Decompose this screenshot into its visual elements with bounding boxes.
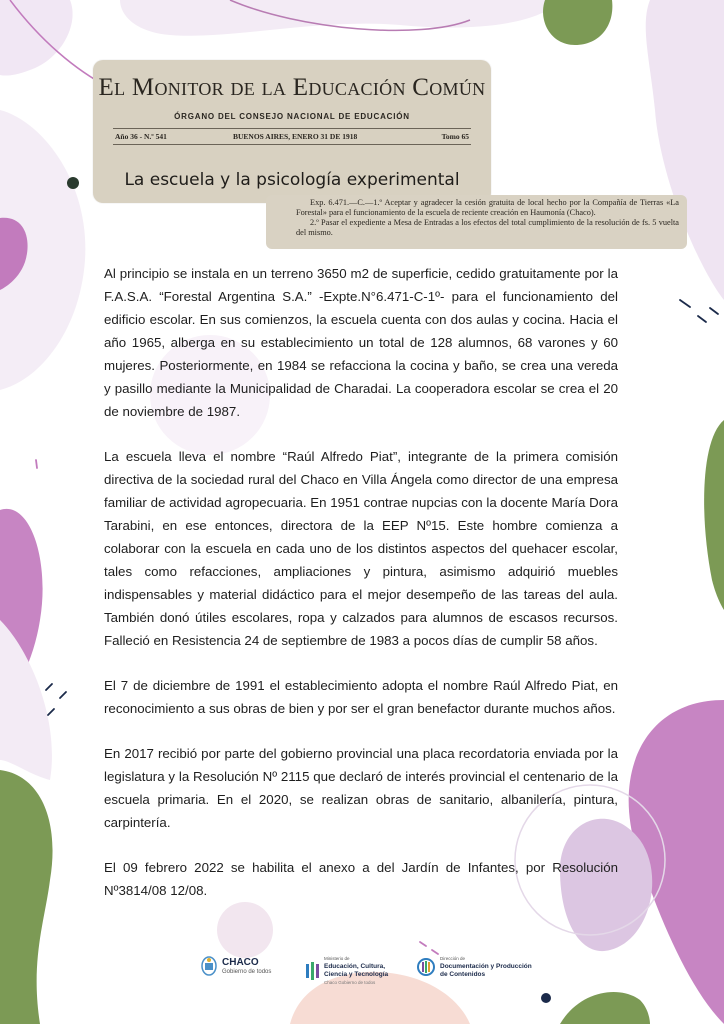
divider — [113, 128, 471, 129]
paragraph-annex: El 09 febrero 2022 se habilita el anexo a del Jardín de Infantes, por Resolución Nº3814/08 12/08. — [104, 860, 618, 898]
excerpt-paragraph: 2.º Pasar el expediente a Mesa de Entradas a los efectos del total cumplimiento de la resolución de fs. 5 vuelta del mismo. — [296, 218, 679, 237]
excerpt-paragraph: Exp. 6.471.—C.—1.º Aceptar y agradecer la cesión gratuita de local hecho por la Compañía de Tierras «La Forestal» para el funcionamiento de la escuela de reciente creación en Haumonía (Chaco). — [296, 198, 679, 217]
paragraph-origins: Al principio se instala en un terreno 3650 m2 de superficie, cedido gratuitamente por la F.A.S.A. “Forestal Argentina S.A.” -Expte.N°6.471-C-1º- para el funcionamiento del edificio escolar. En sus comienzos, la escuela cuenta con dos aulas y cocina. Hacia el año 1965, alberga en su establecimiento un total de 128 alumnos, 68 varones y 60 mujeres. Posteriormente, en 1984 se refacciona la cocina y baño, se crea una vereda y pasillo mediante la Municipalidad de Charadai. La cooperadora escolar se crea el 20 de noviembre de 1987. — [104, 266, 618, 419]
ministry-line: Educación, Cultura, — [324, 963, 386, 970]
chaco-shield-icon — [200, 955, 218, 977]
newspaper-subtitle: ÓRGANO DEL CONSEJO NACIONAL DE EDUCACIÓN — [174, 112, 410, 121]
paragraph-recognition: En 2017 recibió por parte del gobierno provincial una placa recordatoria enviada por la legislatura y la Resolución Nº 2115 que declaró de interés provincial el centenario de la escuela primaria. En el 2020, se realizan obras de sanitario, albanilería, pintura, carpintería. — [104, 746, 618, 830]
newspaper-title: El Monitor de la Educación Común — [98, 74, 486, 101]
navy-dot-left — [67, 177, 79, 189]
paragraph-naming: El 7 de diciembre de 1991 el establecimiento adopta el nombre Raúl Alfredo Piat, en reconocimiento a sus obras de bien y por ser el gran benefactor durante muchos años. — [104, 678, 618, 716]
direccion-line: Dirección de — [440, 956, 466, 961]
green-blob-bottom-right — [560, 992, 650, 1024]
ministry-line: Ministerio de — [324, 956, 350, 961]
divider — [113, 144, 471, 145]
green-blob-top-right — [543, 0, 612, 45]
newspaper-clipping — [93, 60, 491, 203]
clipping-headline: La escuela y la psicología experimental — [124, 170, 460, 190]
issue-date: BUENOS AIRES, ENERO 31 DE 1918 — [233, 132, 358, 141]
ministry-line: Chaco Gobierno de todos — [324, 980, 376, 985]
ministry-line: Ciencia y Tecnología — [324, 971, 389, 978]
chaco-tagline: Gobierno de todos — [222, 968, 272, 975]
chaco-logo — [200, 955, 271, 977]
footer-logos — [0, 955, 724, 995]
direccion-line: de Contenidos — [440, 971, 486, 978]
issue-volume: Tomo 65 — [441, 132, 469, 141]
body-text — [104, 262, 618, 924]
direccion-emblem-icon — [416, 957, 436, 977]
direccion-logo — [416, 955, 532, 979]
paragraph-namesake: La escuela lleva el nombre “Raúl Alfredo Piat”, integrante de la primera comisión directiva de la sociedad rural del Chaco en Villa Ángela como director de una empresa familiar de actividad agropecuaria. En 1951 contrae nupcias con la docente María Dora Tarabini, en ese entonces, directora de la EEP Nº15. Este hombre comienza a colaborar con la escuela en cada uno de los distintos aspectos del quehacer escolar, tales como refacciones, ampliaciones y pintura, asimismo adquirió muebles indispensables y material didáctico para el mejor desempeño de las tareas del aula. También donó útiles escolares, ropa y calzados para alumnos de escasos recursos. Falleció en Resistencia 24 de septiembre de 1983 a pocos días de cumplir 58 años. — [104, 449, 618, 648]
newspaper-excerpt — [266, 195, 687, 249]
issue-number: Año 36 - N.º 541 — [115, 132, 167, 141]
lilac-blob-top — [120, 0, 560, 36]
lilac-blob-top-left — [0, 0, 73, 76]
direccion-line: Documentación y Producción — [440, 963, 532, 970]
lilac-blob-right — [646, 0, 724, 300]
ministry-logo — [306, 955, 388, 987]
green-blob-right — [704, 420, 724, 610]
chaco-name: CHACO — [222, 956, 259, 968]
ministry-bars-icon — [306, 961, 320, 981]
